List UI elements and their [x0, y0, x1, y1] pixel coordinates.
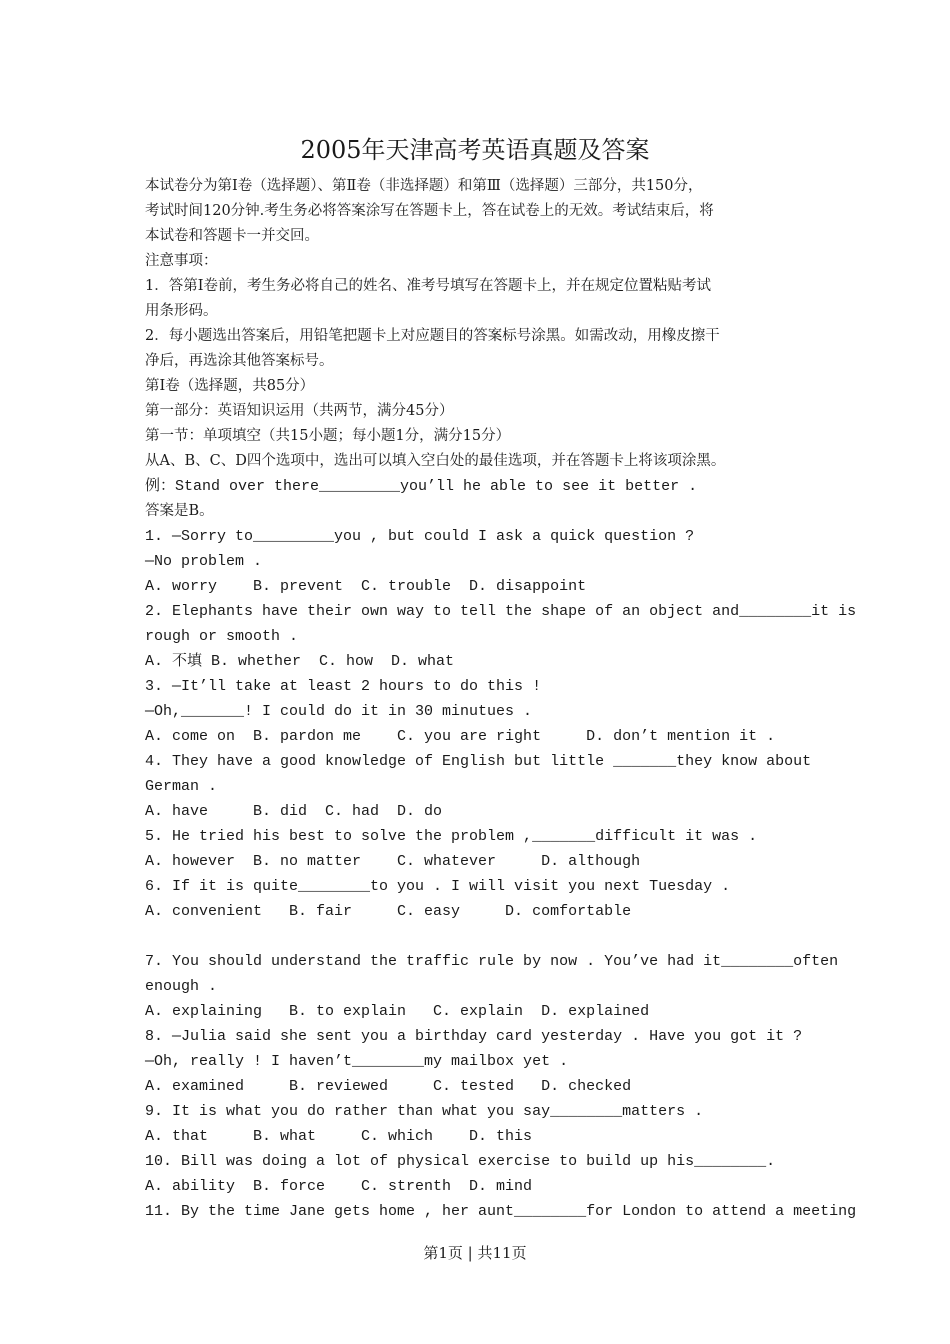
text-line: 考试时间120分钟.考生务必将答案涂写在答题卡上，答在试卷上的无效。考试结束后，将 — [145, 203, 714, 219]
text-line: 注意事项： — [145, 253, 218, 269]
text-line: A. ability B. force C. strenth D. mind — [145, 1178, 533, 1195]
text-line: 第一部分：英语知识运用（共两节，满分45分） — [145, 403, 454, 419]
blank-line — [145, 924, 810, 949]
text-line: 1. —Sorry to_________you , but could I ask a quick question ? — [145, 528, 695, 545]
text-line: 9. It is what you do rather than what you say________matters . — [145, 1103, 704, 1120]
text-line: 2. Elephants have their own way to tell the shape of an object and________it is — [145, 603, 857, 620]
document-title: 2005年天津高考英语真题及答案 — [300, 136, 650, 164]
text-line: 5. He tried his best to solve the problem ,_______difficult it was . — [145, 828, 758, 845]
text-line: 第一节：单项填空（共15小题；每小题1分，满分15分） — [145, 428, 511, 444]
text-line: rough or smooth . — [145, 628, 299, 645]
text-line: 例：Stand over there_________you’ll he able to see it better . — [145, 478, 698, 495]
text-line: A. have B. did C. had D. do — [145, 803, 443, 820]
text-line: enough . — [145, 978, 218, 995]
text-line: 本试卷分为第Ⅰ卷（选择题）、第Ⅱ卷（非选择题）和第Ⅲ（选择题）三部分，共150分， — [145, 178, 703, 194]
text-line: 11. By the time Jane gets home , her aunt________for London to attend a meeting — [145, 1203, 857, 1220]
text-line: A. worry B. prevent C. trouble D. disappoint — [145, 578, 587, 595]
text-line: 7. You should understand the traffic rule by now . You’ve had it________often — [145, 953, 839, 970]
text-line: A. examined B. reviewed C. tested D. checked — [145, 1078, 632, 1095]
text-line: 4. They have a good knowledge of English but little _______they know about — [145, 753, 812, 770]
text-line: 第Ⅰ卷（选择题，共85分） — [145, 378, 315, 394]
text-line: A. however B. no matter C. whatever D. although — [145, 853, 641, 870]
text-line: German . — [145, 778, 218, 795]
text-line: —Oh,_______! I could do it in 30 minutues . — [145, 703, 533, 720]
text-line: A. explaining B. to explain C. explain D. explained — [145, 1003, 650, 1020]
text-line: 6. If it is quite________to you . I will visit you next Tuesday . — [145, 878, 731, 895]
text-line: 用条形码。 — [145, 303, 218, 319]
text-line: 从A、B、C、D四个选项中，选出可以填入空白处的最佳选项，并在答题卡上将该项涂黑。 — [145, 453, 726, 469]
document-body — [145, 174, 857, 1224]
page-footer: 第1页 | 共11页 — [423, 1244, 527, 1262]
text-line: A. come on B. pardon me C. you are right D. don’t mention it . — [145, 728, 776, 745]
text-line: —No problem . — [145, 553, 263, 570]
text-line: A. convenient B. fair C. easy D. comfortable — [145, 903, 632, 920]
text-line: 2．每小题选出答案后，用铅笔把题卡上对应题目的答案标号涂黑。如需改动，用橡皮擦干 — [145, 328, 720, 344]
text-line: 8. —Julia said she sent you a birthday card yesterday . Have you got it ? — [145, 1028, 803, 1045]
text-line: 本试卷和答题卡一并交回。 — [145, 228, 319, 244]
text-line: 净后，再选涂其他答案标号。 — [145, 353, 334, 369]
text-line: A. 不填 B. whether C. how D. what — [145, 653, 455, 670]
text-line: 答案是B。 — [145, 503, 214, 519]
text-line: —Oh, really ! I haven’t________my mailbox yet . — [145, 1053, 569, 1070]
text-line: 3. —It’ll take at least 2 hours to do this ! — [145, 678, 542, 695]
text-line: 10. Bill was doing a lot of physical exercise to build up his________. — [145, 1153, 776, 1170]
text-line: 1．答第Ⅰ卷前，考生务必将自己的姓名、准考号填写在答题卡上，并在规定位置粘贴考试 — [145, 278, 711, 294]
text-line: A. that B. what C. which D. this — [145, 1128, 533, 1145]
